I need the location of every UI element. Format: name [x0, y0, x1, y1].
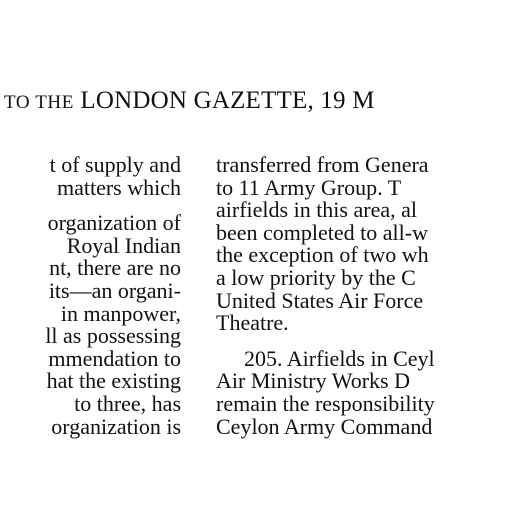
- text-line: been completed to all-w: [216, 219, 428, 245]
- header-prefix: TO THE: [4, 92, 74, 113]
- text-line: hat the existing: [46, 368, 181, 394]
- text-line: Theatre.: [216, 310, 289, 336]
- right-column: [216, 154, 435, 438]
- page-header: [4, 86, 375, 118]
- text-line: the exception of two wh: [216, 242, 429, 268]
- text-line: organization of: [47, 210, 181, 236]
- text-line: United States Air Force: [216, 287, 424, 313]
- text-line: a low priority by the C: [216, 264, 416, 290]
- text-line: its—an organi-: [48, 277, 181, 303]
- text-line: remain the responsibility: [216, 390, 435, 416]
- text-line: to three, has: [74, 390, 181, 416]
- text-line: in manpower,: [60, 300, 181, 326]
- header-title: LONDON GAZETTE, 19 M: [80, 87, 375, 114]
- left-column: [45, 154, 181, 438]
- text-line: transferred from Genera: [216, 152, 429, 177]
- text-line: matters which: [56, 174, 181, 200]
- text-line: Air Ministry Works D: [216, 368, 410, 394]
- text-line: Royal Indian: [66, 232, 181, 258]
- text-line: ll as possessing: [45, 323, 181, 349]
- text-line: mmendation to: [48, 345, 181, 371]
- text-line: organization is: [51, 413, 181, 439]
- text-line: 205. Airfields in Ceyl: [244, 345, 435, 371]
- text-line: t of supply and: [49, 152, 181, 177]
- text-line: to 11 Army Group. T: [216, 174, 402, 200]
- text-line: nt, there are no: [49, 255, 181, 281]
- text-line: airfields in this area, al: [216, 197, 417, 223]
- text-line: Ceylon Army Command: [216, 413, 433, 439]
